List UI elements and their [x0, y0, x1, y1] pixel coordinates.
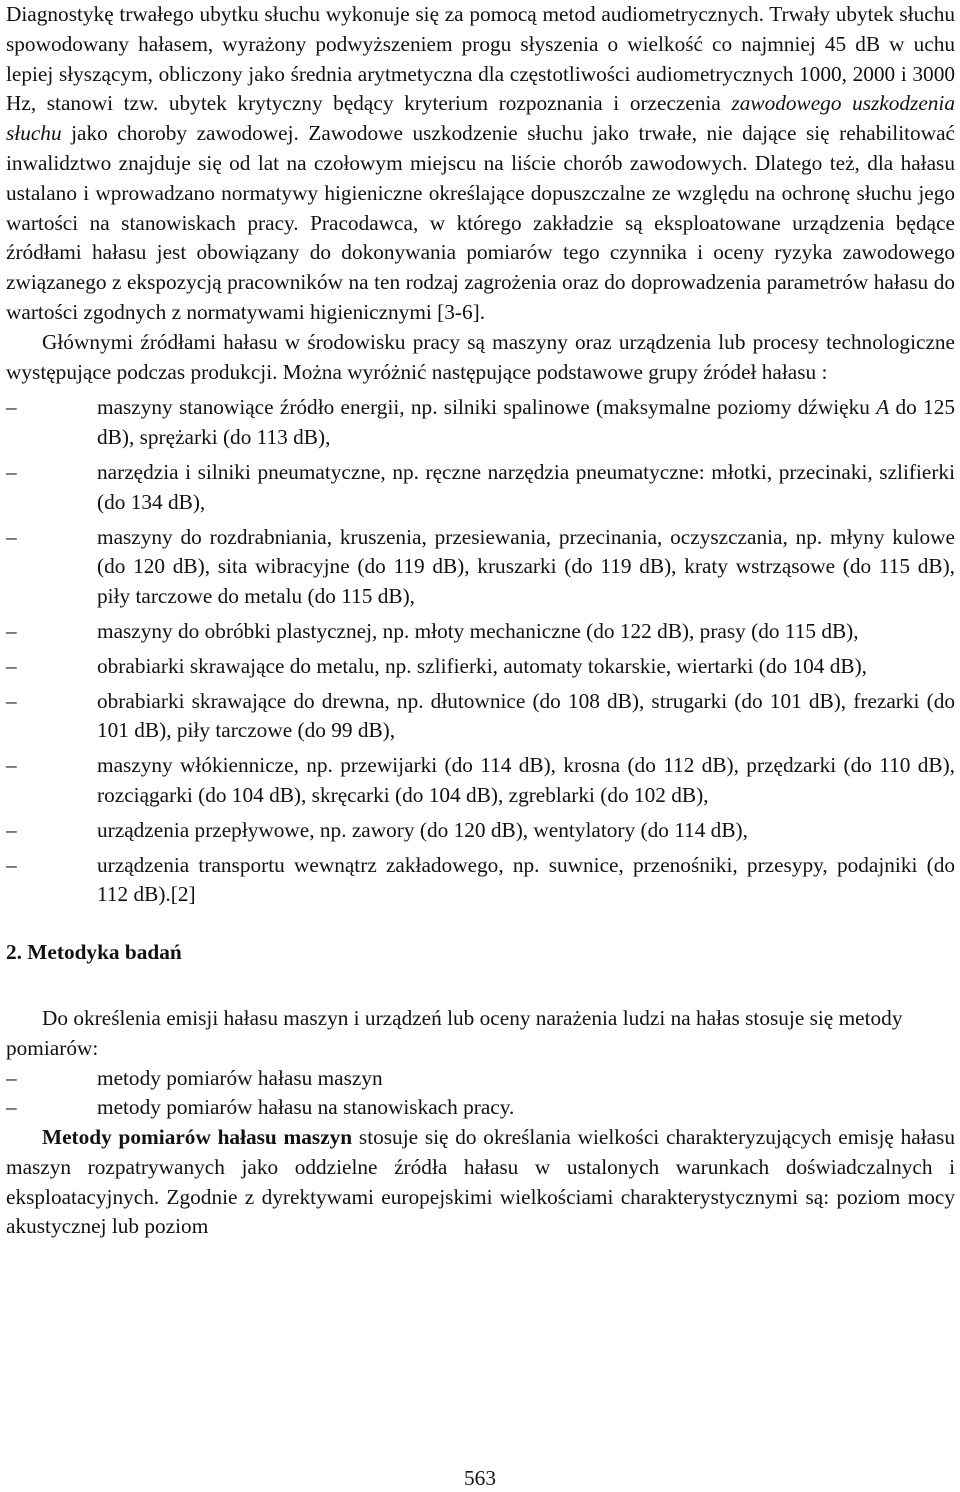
list-item-text: urządzenia transportu wewnątrz zakładowego, np. suwnice, przenośniki, przesypy, podajniki (do 112 dB).[2] [97, 852, 955, 907]
italic-term: zawodowego uszkodzenia słuchu [6, 91, 955, 146]
list-item [6, 652, 955, 682]
dash-bullet: – [6, 459, 17, 484]
list-item-text: narzędzia i silniki pneumatyczne, np. ręczne narzędzia pneumatyczne: młotki, przecinaki, szlifierki (do 134 dB), [97, 459, 955, 514]
list-item-text: do 125 dB), sprężarki (do 113 dB), [97, 395, 955, 450]
list-item-text: maszyny do obróbki plastycznej, np. młoty mechaniczne (do 122 dB), prasy (do 115 dB), [97, 618, 859, 643]
list-item [6, 751, 955, 811]
dash-bullet: – [6, 817, 17, 842]
list-item-text: maszyny stanowiące źródło energii, np. silniki spalinowe (maksymalne poziomy dźwięku [97, 395, 877, 420]
dash-bullet: – [6, 653, 17, 678]
list-item [6, 687, 955, 747]
dash-bullet: – [6, 1065, 17, 1090]
dash-bullet: – [6, 524, 17, 549]
list-item-text: maszyny włókiennicze, np. przewijarki (do 114 dB), krosna (do 112 dB), przędzarki (do 110 dB), rozciągarki (do 104 dB), skręcarki (do 104 dB), zgreblarki (do 102 dB), [97, 753, 955, 807]
list-item [6, 393, 955, 453]
methods-list [6, 1064, 955, 1124]
dash-bullet: – [6, 753, 17, 778]
noise-sources-list [6, 393, 955, 910]
section-heading: 2. Metodyka badań [6, 940, 182, 965]
paragraph-text: jako choroby zawodowej. Zawodowe uszkodzenie słuchu jako trwałe, nie dające się rehabilitować inwalidztwo znajduje się od lat na czołowym miejscu na liście chorób zawodowych. Dlatego też, dla hałasu ustalano i wprowadzano normatywy higieniczne określające dopuszczalne ze względu na ochronę słuchu jego wartości na stanowiskach pracy. Pracodawca, w którego zakładzie są eksploatowane urządzenia będące źródłami hałasu jest obowiązany do dokonywania pomiarów tego czynnika i oceny ryzyka zawodowego związanego z ekspozycją pracowników na ten rodzaj zagrożenia oraz do doprowadzenia parametrów hałasu do wartości zgodnych z normatywami higienicznymi [3-6]. [6, 121, 955, 324]
paragraph-noise-sources-intro: Głównymi źródłami hałasu w środowisku pracy są maszyny oraz urządzenia lub procesy technologiczne występujące podczas produkcji. Można wyróżnić następujące podstawowe grupy źródeł hałasu : [6, 329, 955, 384]
list-item [6, 1093, 955, 1123]
list-item [6, 617, 955, 647]
dash-bullet: – [6, 395, 17, 420]
dash-bullet: – [6, 688, 17, 713]
italic-letter: A [876, 395, 890, 420]
list-item-text: maszyny do rozdrabniania, kruszenia, przesiewania, przecinania, oczyszczania, np. młyny kulowe (do 120 dB), sita wibracyjne (do 119 dB), kruszarki (do 119 dB), kraty wstrząsowe (do 115 dB), piły tarczowe do metalu (do 115 dB), [97, 524, 955, 609]
paragraph-measurement-methods: Do określenia emisji hałasu maszyn i urządzeń lub oceny narażenia ludzi na hałas stosuje się metody pomiarów: [6, 1005, 903, 1060]
document-page [6, 0, 955, 1242]
bold-term: Metody pomiarów hałasu maszyn [42, 1125, 353, 1150]
list-item [6, 851, 955, 911]
paragraph-text: stosuje się do określania wielkości charakteryzujących emisję hałasu maszyn rozpatrywanych jako oddzielne źródła hałasu w ustalonych warunkach doświadczalnych i eksploatacyjnych. Zgodnie z dyrektywami europejskimi wielkościami charakterystycznymi są: poziom mocy akustycznej lub poziom [6, 1125, 955, 1239]
list-item [6, 1064, 955, 1094]
list-item-text: urządzenia przepływowe, np. zawory (do 120 dB), wentylatory (do 114 dB), [97, 817, 748, 842]
paragraph-text: Diagnostykę trwałego ubytku słuchu wykonuje się za pomocą metod audiometrycznych. Trwały ubytek słuchu spowodowany hałasem, wyrażony podwyższeniem progu słyszenia o wielkość co najmniej 45 dB w uchu lepiej słyszącym, obliczony jako średnia arytmetyczna dla częstotliwości audiometrycznych 1000, 2000 i 3000 Hz, stanowi tzw. ubytek krytyczny będący kryterium rozpoznania i orzeczenia [6, 2, 955, 116]
list-item-text: obrabiarki skrawające do drewna, np. dłutownice (do 108 dB), strugarki (do 101 dB), frezarki (do 101 dB), piły tarczowe (do 99 dB), [97, 688, 955, 743]
list-item-text: obrabiarki skrawające do metalu, np. szlifierki, automaty tokarskie, wiertarki (do 104 dB), [97, 653, 867, 678]
page-number: 563 [464, 1466, 496, 1490]
list-item [6, 816, 955, 846]
dash-bullet: – [6, 852, 17, 877]
dash-bullet: – [6, 1095, 17, 1120]
dash-bullet: – [6, 618, 17, 643]
list-item-text: metody pomiarów hałasu na stanowiskach pracy. [97, 1095, 515, 1120]
paragraph-machine-noise-methods [6, 1123, 955, 1242]
list-item [6, 523, 955, 612]
list-item-text: metody pomiarów hałasu maszyn [97, 1065, 383, 1090]
paragraph-hearing-loss [6, 0, 955, 328]
list-item [6, 458, 955, 518]
